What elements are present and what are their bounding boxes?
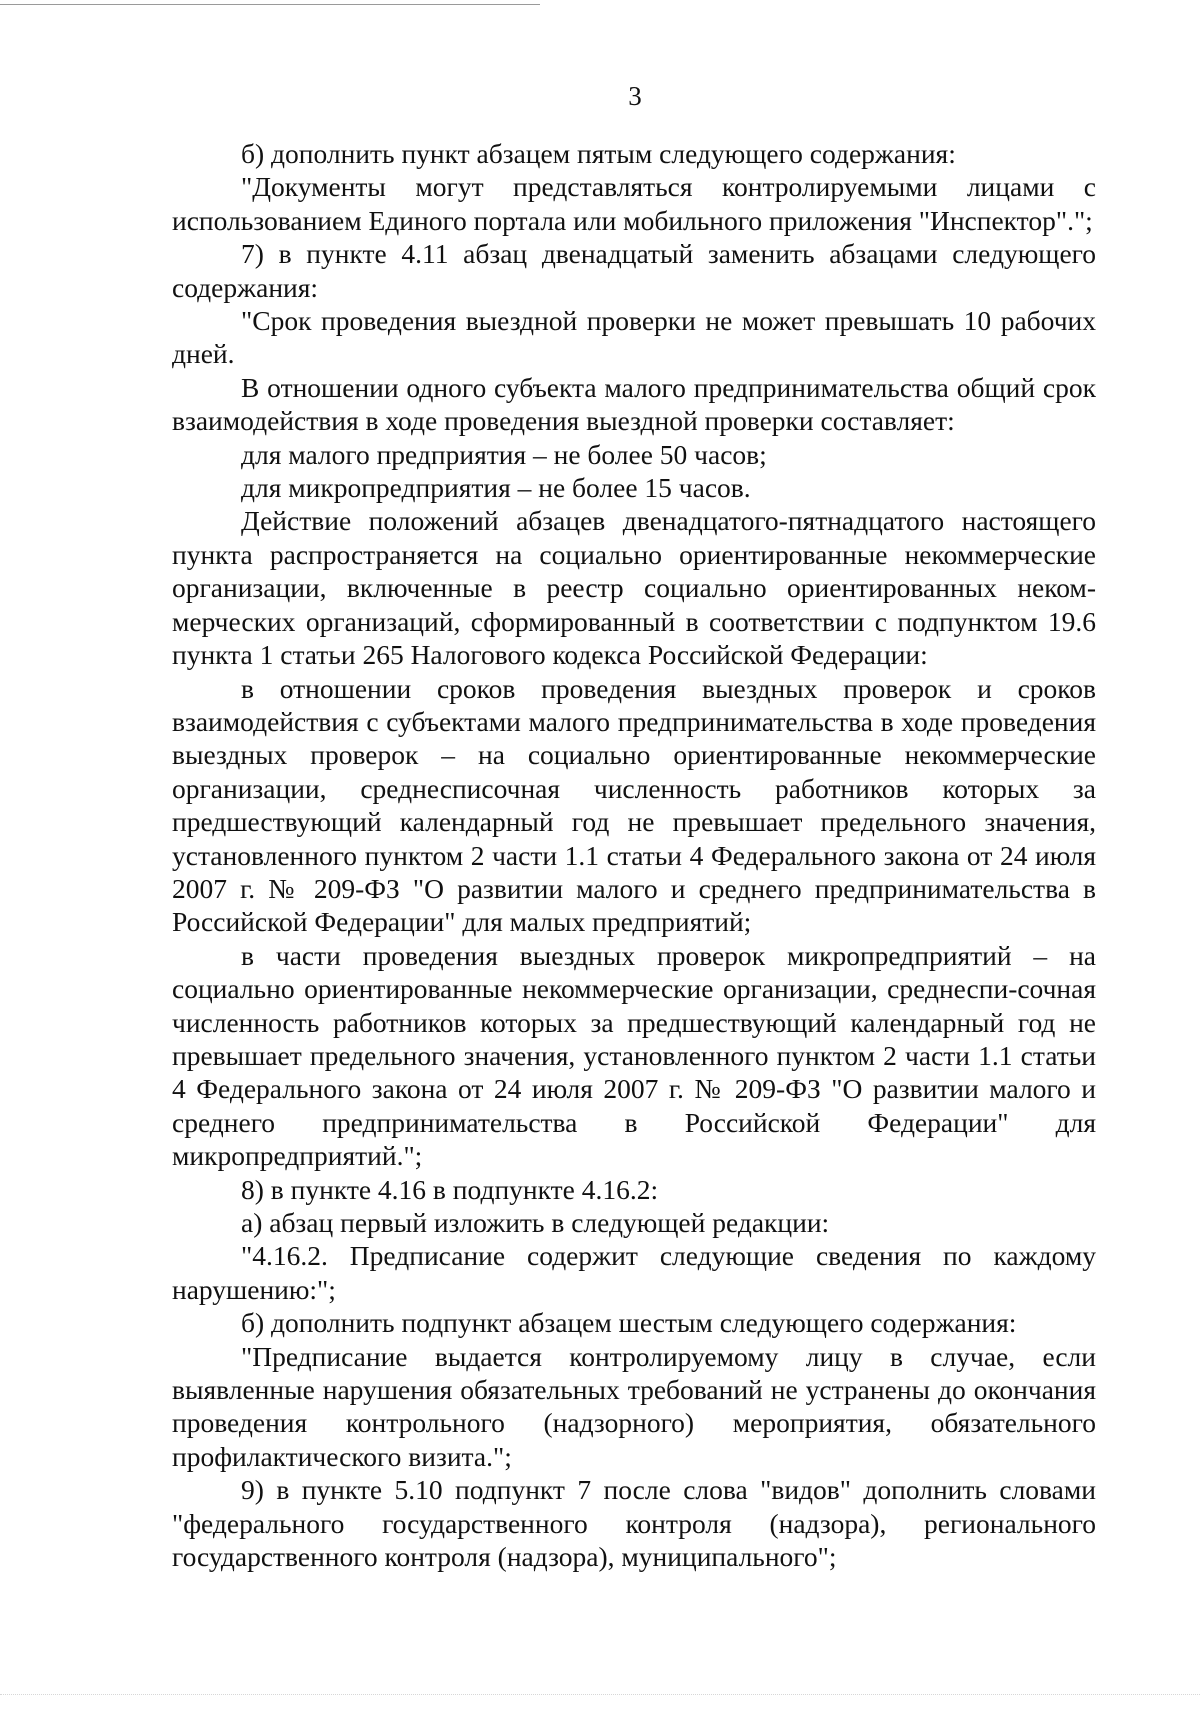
paragraph-9: в отношении сроков проведения выездных проверок и сроков взаимодействия с субъектами малого предпринимательства в ходе проведения выездных проверок – на социально ориентированные некоммерческие организации, среднесписочная численность работников которых за предшествующий календарный год не превышает предельного значения, установленного пунктом 2 части 1.1 статьи 4 Федерального закона от 24 июля 2007 г. № 209-ФЗ "О развитии малого и среднего предпринимательства в Российской Федерации" для малых предприятий;	[172, 672, 1096, 938]
paragraph-14: б) дополнить подпункт абзацем шестым следующего содержания:	[241, 1307, 1017, 1339]
paragraph-7: для микропредприятия – не более 15 часов.	[241, 472, 751, 504]
paragraph-6: для малого предприятия – не более 50 часов;	[241, 438, 767, 470]
paragraph-10: в части проведения выездных проверок микропредприятий – на социально ориентированные некоммерческие организации, среднеспи-сочная численность работников которых за предшествующий календарный год не превышает предельного значения, установленного пунктом 2 части 1.1 статьи 4 Федерального закона от 24 июля 2007 г. № 209-ФЗ "О развитии малого и среднего предпринимательства в Российской Федерации" для микропредприятий.";	[172, 939, 1096, 1172]
paragraph-12: а) абзац первый изложить в следующей редакции:	[241, 1207, 830, 1238]
paragraph-16: 9) в пункте 5.10 подпункт 7 после слова "видов" дополнить словами "федерального государственного контроля (надзора), регионального государственного контроля (надзора), муниципального";	[172, 1474, 1096, 1573]
document-body	[172, 137, 1096, 1573]
paragraph-8: Действие положений абзацев двенадцатого-пятнадцатого настоящего пункта распространяется на социально ориентированные некоммерческие организации, включенные в реестр социально ориентированных неком-мерческих организаций, сформированный в соответствии с подпунктом 19.6 пункта 1 статьи 265 Налогового кодекса Российской Федерации:	[172, 505, 1096, 671]
paragraph-5: В отношении одного субъекта малого предпринимательства общий срок взаимодействия в ходе проведения выездной проверки составляет:	[172, 371, 1096, 437]
paragraph-1: б) дополнить пункт абзацем пятым следующего содержания:	[241, 138, 956, 169]
scan-footer-dots	[0, 1694, 1200, 1696]
paragraph-2: "Документы могут представляться контролируемыми лицами с использованием Единого портала или мобильного приложения "Инспектор".";	[172, 171, 1096, 236]
paragraph-3: 7) в пункте 4.11 абзац двенадцатый заменить абзацами следующего содержания:	[172, 238, 1096, 303]
page-number: 3	[628, 81, 642, 111]
paragraph-11: 8) в пункте 4.16 в подпункте 4.16.2:	[241, 1173, 659, 1205]
paragraph-4: "Срок проведения выездной проверки не может превышать 10 рабочих дней.	[172, 305, 1096, 370]
scan-edge-line	[0, 4, 540, 5]
paragraph-15: "Предписание выдается контролируемому лицу в случае, если выявленные нарушения обязательных требований не устранены до окончания проведения контрольного (надзорного) мероприятия, обязательного профилактического визита.";	[172, 1340, 1096, 1472]
paragraph-13: "4.16.2. Предписание содержит следующие сведения по каждому нарушению:";	[172, 1240, 1096, 1305]
